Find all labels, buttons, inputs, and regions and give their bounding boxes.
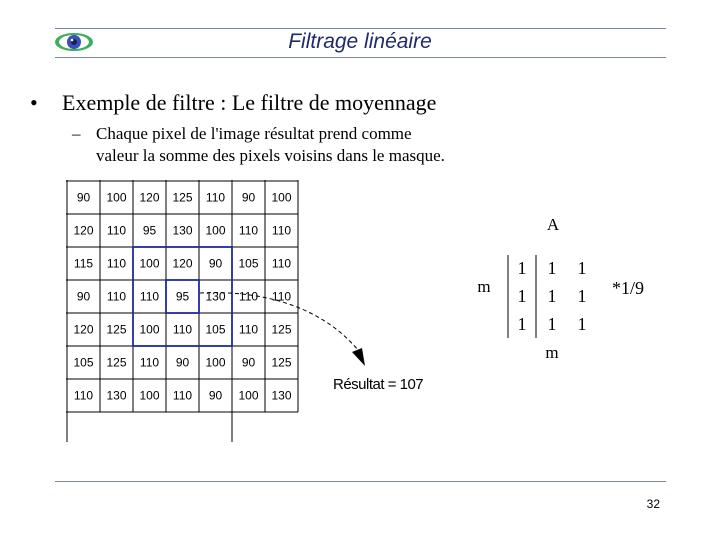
grid-cell: 110	[238, 322, 259, 337]
grid-cell: 120	[139, 190, 160, 205]
grid-cell: 110	[139, 289, 160, 304]
mask-cell: 1	[517, 286, 527, 306]
mask-matrix	[470, 210, 670, 370]
grid-cell: 90	[208, 256, 223, 271]
mask-top-label: A	[546, 215, 560, 234]
grid-cell: 125	[271, 355, 292, 370]
grid-cell: 100	[238, 388, 259, 403]
grid-cell: 130	[271, 388, 292, 403]
grid-cell: 95	[142, 223, 157, 238]
grid-cell: 105	[73, 355, 94, 370]
page-title: Filtrage linéaire	[288, 30, 432, 53]
result-label: Résultat = 107	[333, 376, 424, 393]
grid-cell: 110	[106, 223, 127, 238]
grid-cell: 100	[271, 190, 292, 205]
grid-cell: 100	[139, 256, 160, 271]
grid-cell: 125	[271, 322, 292, 337]
mask-cell: 1	[547, 286, 557, 306]
grid-cell: 100	[205, 355, 226, 370]
grid-cell: 110	[73, 388, 94, 403]
grid-cell: 110	[205, 190, 226, 205]
mask-cell: 1	[577, 286, 587, 306]
grid-cell: 120	[172, 256, 193, 271]
grid-cell: 110	[238, 223, 259, 238]
grid-cell: 110	[271, 256, 292, 271]
grid-cell: 125	[172, 190, 193, 205]
grid-cell: 130	[106, 388, 127, 403]
mask-cell: 1	[547, 258, 557, 278]
grid-cell: 110	[271, 223, 292, 238]
grid-cell: 105	[205, 322, 226, 337]
grid-cell: 100	[106, 190, 127, 205]
grid-cell: 125	[106, 355, 127, 370]
sub-bullet-marker: –	[72, 124, 81, 143]
mask-cell: 1	[517, 258, 527, 278]
mask-bottom-label: m	[545, 343, 559, 362]
mask-left-label: m	[477, 277, 491, 296]
footer-rule	[55, 481, 666, 482]
grid-cell: 90	[241, 190, 256, 205]
grid-cell: 110	[271, 289, 292, 304]
grid-cell: 110	[139, 355, 160, 370]
bullet-sub-line1: Chaque pixel de l'image résultat prend comme	[96, 124, 412, 143]
grid-cell: 90	[208, 388, 223, 403]
mask-cell: 1	[577, 314, 587, 334]
grid-cell: 125	[106, 322, 127, 337]
bullet-marker: •	[30, 90, 38, 115]
grid-cell: 120	[73, 223, 94, 238]
mask-cell: 1	[577, 258, 587, 278]
bullet-main-text: Exemple de filtre : Le filtre de moyennage	[62, 90, 437, 115]
grid-cell: 120	[73, 322, 94, 337]
mask-factor: *1/9	[611, 278, 645, 298]
grid-cell: 100	[139, 322, 160, 337]
grid-cell: 110	[172, 322, 193, 337]
grid-cell: 130	[205, 289, 226, 304]
grid-cell: 90	[241, 355, 256, 370]
grid-cell: 100	[205, 223, 226, 238]
grid-cell: 130	[172, 223, 193, 238]
grid-cell: 105	[238, 256, 259, 271]
grid-cell: 95	[175, 289, 190, 304]
grid-cell: 90	[76, 289, 91, 304]
grid-cell: 110	[106, 289, 127, 304]
grid-cell: 110	[106, 256, 127, 271]
grid-cell: 110	[172, 388, 193, 403]
grid-cell: 90	[175, 355, 190, 370]
grid-cell: 100	[139, 388, 160, 403]
grid-cell: 90	[76, 190, 91, 205]
mask-cell: 1	[517, 314, 527, 334]
page-number: 32	[646, 497, 660, 511]
bullet-sub-line2: valeur la somme des pixels voisins dans le masque.	[96, 146, 445, 165]
grid-cell: 110	[238, 289, 259, 304]
grid-cell: 115	[73, 256, 94, 271]
mask-cell: 1	[547, 314, 557, 334]
